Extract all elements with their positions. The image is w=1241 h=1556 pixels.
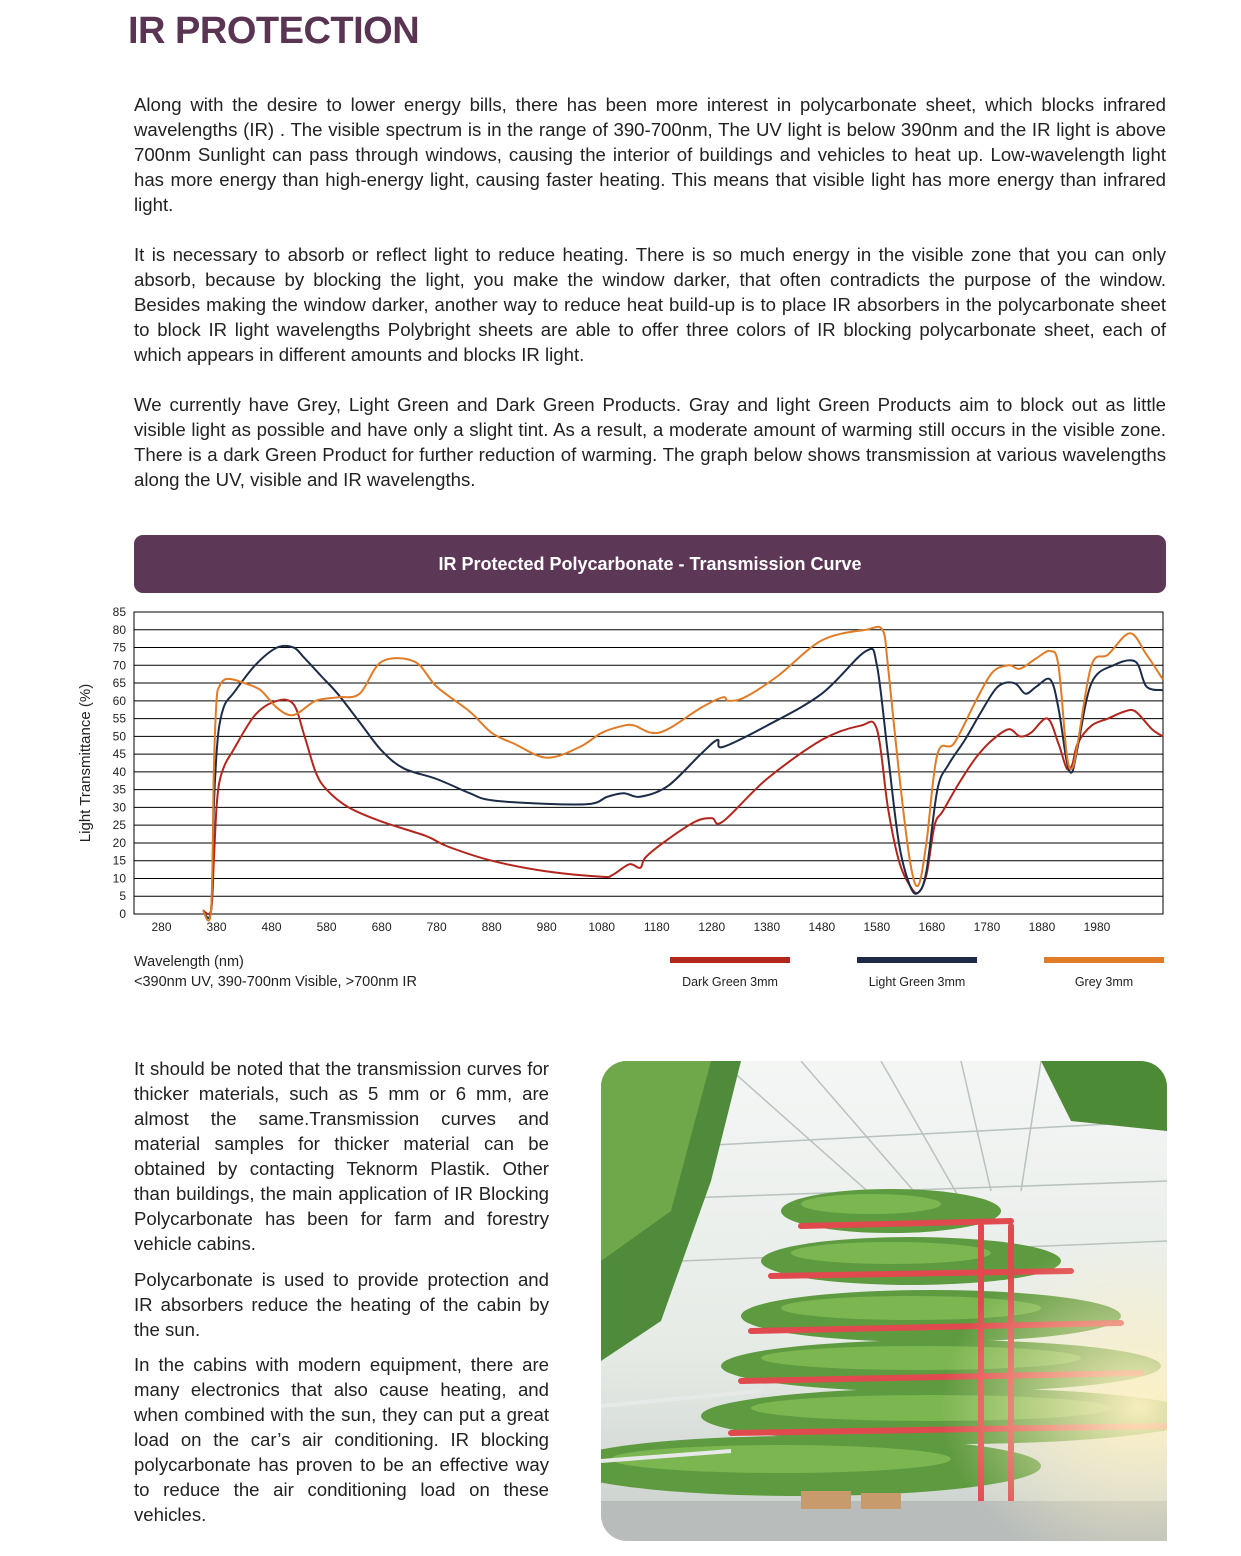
y-tick-label: 15 (112, 853, 126, 868)
x-tick-label: 980 (536, 920, 557, 934)
x-tick-label: 780 (426, 920, 447, 934)
x-tick-label: 1080 (588, 920, 616, 934)
intro-paragraph: We currently have Grey, Light Green and Dark Green Products. Gray and light Green Products aim to block out as little visible light as possible and have only a slight tint. As a result, a moderate amount of warming still occurs in the visible zone. There is a dark Green Product for further reduction of warming. The graph below shows transmission at various wavelengths along the UV, visible and IR wavelengths. (134, 394, 1166, 490)
y-tick-label: 0 (119, 907, 126, 921)
greenhouse-photo (601, 1061, 1167, 1541)
series-line-light-green-3mm (203, 646, 1163, 918)
legend-item-light-green (857, 957, 977, 989)
y-tick-label: 30 (112, 800, 126, 815)
x-tick-label: 1480 (808, 920, 836, 934)
y-tick-label: 25 (112, 818, 126, 833)
body-paragraph: In the cabins with modern equipment, there are many electronics that also cause heating, and when combined with the sun, they can put a great load on the car’s air conditioning. IR blocking polycarbonate has proven to be an effective way to reduce the air conditioning load on these vehicles. (134, 1354, 549, 1525)
y-tick-label: 65 (112, 676, 126, 691)
greenhouse-illustration (601, 1061, 1167, 1541)
intro-paragraph: Along with the desire to lower energy bills, there has been more interest in polycarbonate sheet, which blocks infrared wavelengths (IR) . The visible spectrum is in the range of 390-700nm, The UV light is below 390nm and the IR light is above 700nm Sunlight can pass through windows, causing the interior of buildings and vehicles to heat up. Low-wavelength light has more energy than high-energy light, causing faster heating. This means that visible light has more energy than infrared light. (134, 94, 1166, 215)
y-tick-label: 60 (112, 693, 126, 708)
body-paragraph: Polycarbonate is used to provide protection and IR absorbers reduce the heating of the cabin by the sun. (134, 1269, 549, 1340)
y-tick-label: 40 (112, 764, 126, 779)
x-tick-label: 1880 (1028, 920, 1056, 934)
chart-title-bar (134, 535, 1166, 593)
page-title: IR PROTECTION (128, 10, 420, 52)
chart-title: IR Protected Polycarbonate - Transmission Curve (438, 553, 862, 574)
x-tick-label: 280 (151, 920, 172, 934)
x-tick-label: 880 (481, 920, 502, 934)
y-tick-label: 70 (112, 658, 126, 673)
legend-swatch (857, 957, 977, 963)
intro-paragraph: It is necessary to absorb or reflect light to reduce heating. There is so much energy in the visible zone that you can only absorb, because by blocking the light, you make the window darker, that often contradicts the purpose of the window. Besides making the window darker, another way to reduce heat build-up is to place IR absorbers in the polycarbonate sheet to block IR light wavelengths Polybright sheets are able to offer three colors of IR blocking polycarbonate sheet, each of which appears in different amounts and blocks IR light. (134, 244, 1166, 365)
x-tick-label: 580 (316, 920, 337, 934)
x-tick-label: 1580 (863, 920, 891, 934)
legend-item-grey (1044, 957, 1164, 989)
y-tick-label: 10 (112, 871, 126, 886)
x-axis-label: Wavelength (nm) (134, 954, 244, 970)
y-axis-label: Light Transmittance (%) (77, 683, 94, 843)
legend-label: Light Green 3mm (868, 975, 966, 989)
series-line-dark-green-3mm (203, 700, 1163, 914)
legend-item-dark-green (670, 957, 790, 989)
x-tick-label: 1380 (753, 920, 781, 934)
x-tick-label: 1280 (698, 920, 726, 934)
body-paragraph: It should be noted that the transmission curves for thicker materials, such as 5 mm or 6 mm, are almost the same.Transmission curves and material samples for thicker material can be obtained by contacting Teknorm Plastik. Other than buildings, the main application of IR Blocking Polycarbonate has been for farm and forestry vehicle cabins. (134, 1058, 549, 1254)
legend-swatch (670, 957, 790, 963)
plot-frame (134, 612, 1163, 914)
y-tick-label: 5 (119, 889, 126, 904)
x-axis-note: <390nm UV, 390-700nm Visible, >700nm IR (134, 974, 417, 990)
legend-swatch (1044, 957, 1164, 963)
x-tick-label: 1180 (643, 920, 670, 934)
y-tick-label: 45 (112, 747, 126, 762)
x-tick-label: 1980 (1083, 920, 1111, 934)
x-tick-label: 1680 (918, 920, 946, 934)
x-tick-label: 680 (371, 920, 392, 934)
y-tick-label: 80 (112, 622, 126, 637)
y-tick-label: 75 (112, 640, 126, 655)
x-axis-caption (134, 952, 417, 992)
y-tick-label: 85 (112, 605, 126, 619)
x-tick-label: 380 (206, 920, 227, 934)
y-tick-label: 20 (112, 835, 126, 850)
transmission-chart (0, 600, 1241, 945)
y-tick-label: 35 (112, 782, 126, 797)
y-tick-label: 55 (112, 711, 126, 726)
legend-label: Dark Green 3mm (682, 975, 778, 989)
legend-label: Grey 3mm (1074, 975, 1134, 989)
x-tick-label: 480 (261, 920, 282, 934)
x-tick-label: 1780 (973, 920, 1001, 934)
y-tick-label: 50 (112, 729, 126, 744)
